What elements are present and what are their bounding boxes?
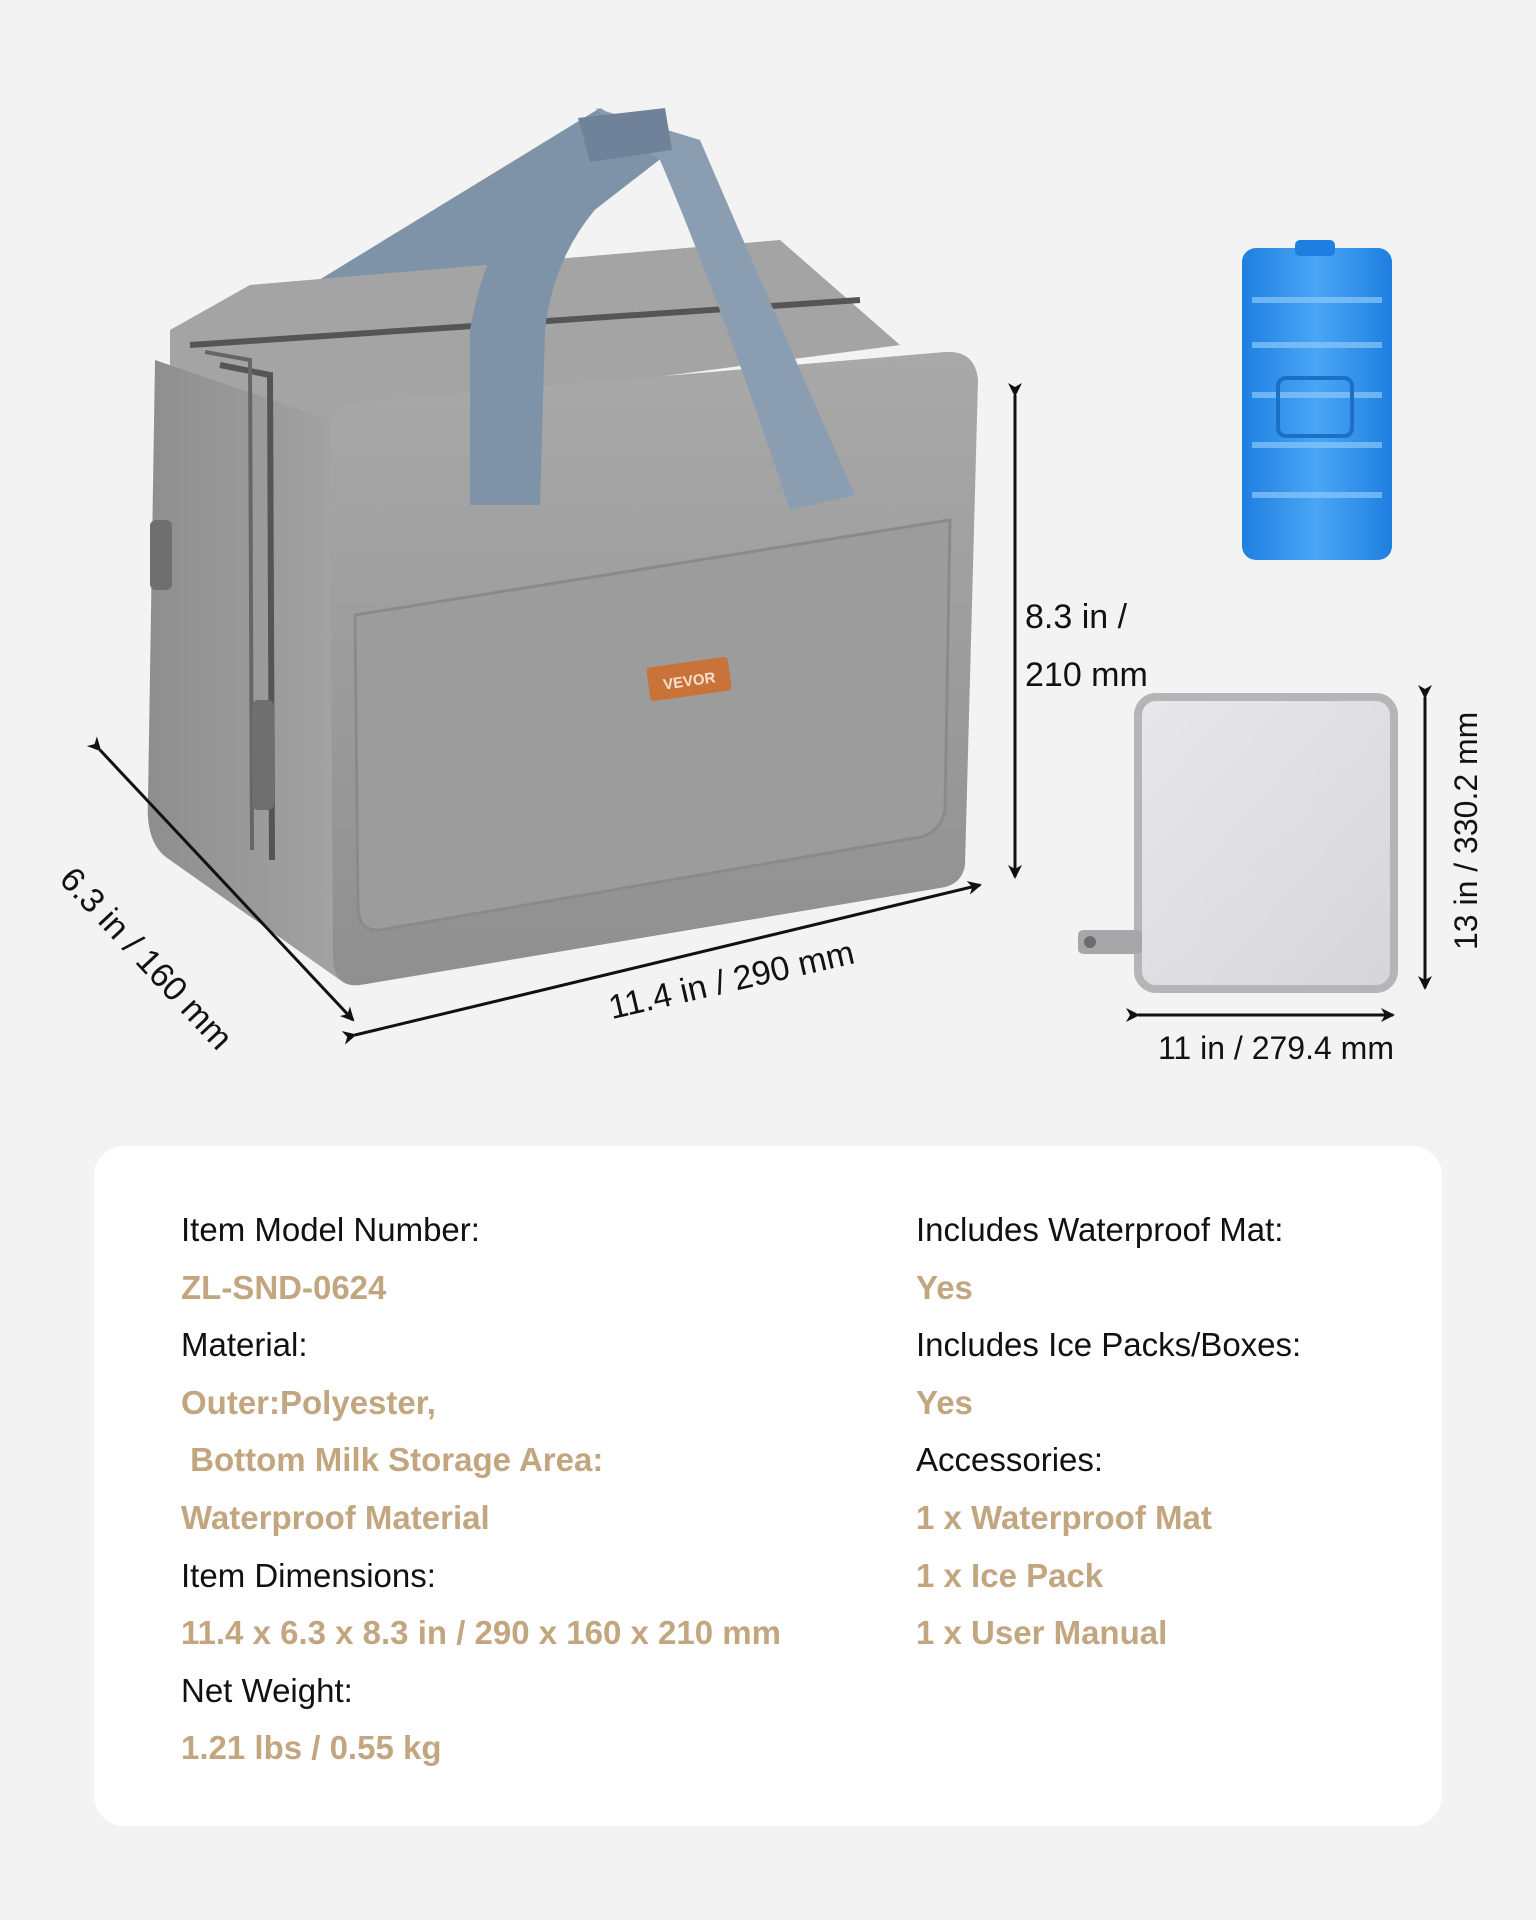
spec-label-dimensions: Item Dimensions: bbox=[181, 1556, 436, 1594]
specs-right-column bbox=[916, 1201, 1301, 1662]
mat-width-label: 11 in / 279.4 mm bbox=[1158, 1030, 1394, 1066]
specs-card bbox=[94, 1146, 1442, 1826]
spec-value-accessory-ice-pack: 1 x Ice Pack bbox=[916, 1556, 1104, 1594]
bag-height-label bbox=[1025, 588, 1148, 704]
zipper-pull bbox=[252, 700, 274, 810]
spec-value-model: ZL-SND-0624 bbox=[181, 1268, 387, 1306]
waterproof-mat-image bbox=[1078, 697, 1394, 989]
spec-value-waterproof-mat: Yes bbox=[916, 1268, 973, 1306]
spec-value-accessory-mat: 1 x Waterproof Mat bbox=[916, 1498, 1212, 1536]
ice-pack-image bbox=[1242, 240, 1392, 560]
bag-depth-label: 6.3 in / 160 mm bbox=[52, 860, 240, 1058]
specs-left-column bbox=[181, 1201, 781, 1777]
spec-label-weight: Net Weight: bbox=[181, 1671, 353, 1709]
spec-label-model: Item Model Number: bbox=[181, 1211, 480, 1248]
bag-side bbox=[148, 360, 340, 980]
ice-pack bbox=[1242, 248, 1392, 560]
spec-value-material-bottom: Bottom Milk Storage Area: bbox=[181, 1441, 604, 1479]
spec-label-waterproof-mat: Includes Waterproof Mat: bbox=[916, 1211, 1284, 1248]
spec-value-ice-packs: Yes bbox=[916, 1383, 973, 1421]
waterproof-mat bbox=[1138, 697, 1394, 989]
spec-label-material: Material: bbox=[181, 1326, 308, 1364]
bag-height-label-line-2: 210 mm bbox=[1025, 656, 1148, 694]
bag-width-label: 11.4 in / 290 mm bbox=[605, 933, 858, 1028]
brand-logo: VEVOR bbox=[662, 669, 717, 694]
lunch-bag-image bbox=[148, 108, 978, 985]
spec-label-accessories: Accessories: bbox=[916, 1441, 1104, 1479]
zipper-pull bbox=[150, 520, 172, 590]
spec-value-accessory-manual: 1 x User Manual bbox=[916, 1614, 1168, 1652]
spec-value-weight: 1.21 lbs / 0.55 kg bbox=[181, 1729, 442, 1767]
bag-height-label-line-1: 8.3 in / bbox=[1025, 598, 1128, 636]
spec-value-dimensions: 11.4 x 6.3 x 8.3 in / 290 x 160 x 210 mm bbox=[181, 1614, 781, 1652]
spec-value-material-waterproof: Waterproof Material bbox=[181, 1498, 490, 1536]
spec-label-ice-packs: Includes Ice Packs/Boxes: bbox=[916, 1326, 1302, 1364]
spec-value-material-outer: Outer:Polyester, bbox=[181, 1383, 436, 1421]
mat-height-label: 13 in / 330.2 mm bbox=[1448, 711, 1484, 950]
